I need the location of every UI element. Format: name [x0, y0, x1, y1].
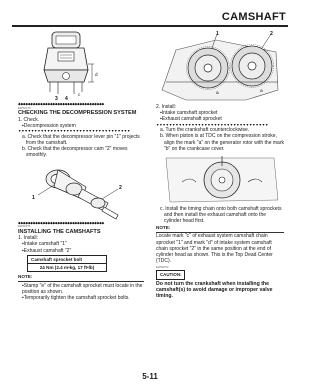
- sprocket-figure: [156, 30, 284, 104]
- caution-label: CAUTION:: [156, 270, 185, 279]
- page-number: 5-11: [142, 372, 158, 381]
- fig1-label-c: c: [78, 92, 81, 97]
- step-text: 1. Install:: [18, 235, 39, 242]
- bullet-item: [18, 283, 144, 295]
- fig2-label-1: 1: [32, 194, 35, 201]
- separator-triangles: ▼▼▼▼▼▼▼▼▼▼▼▼▼▼▼▼▼▼▼▼▼▼▼▼▼▼▼▼▼▼▼▼▼▼▼: [18, 129, 131, 134]
- fig1-label-4: 4: [65, 96, 68, 102]
- caution-text: Do not turn the crankshaft when installing the camshaft(s) to avoid damage or improper valve timing.: [156, 280, 273, 300]
- bullet-text: Intake camshaft sprocket: [161, 110, 218, 117]
- rotor-figure: [156, 152, 284, 206]
- bullet-icon: ▪: [22, 294, 24, 301]
- sprocket-label-a-left: a: [216, 91, 219, 96]
- decompression-figure: [18, 30, 144, 102]
- left-column: [18, 30, 144, 301]
- bullet-text: Intake camshaft "1": [23, 241, 67, 248]
- camshaft-illustration: [18, 159, 144, 221]
- bullet-text: Temporarily tighten the camshaft sprocket bolts.: [23, 294, 130, 301]
- bullet-item: [18, 248, 144, 254]
- right-column: [156, 30, 284, 299]
- note-label: NOTE:: [18, 273, 33, 279]
- step-text: b. When piston is at TDC on the compression stroke, align the mark "a" on the generator rotor with the mark "b" on the crankcase cover.: [160, 133, 284, 152]
- bullet-item: [18, 295, 144, 301]
- bullet-text: Exhaust camshaft "2": [23, 247, 72, 254]
- fig1-label-d: d: [95, 72, 98, 77]
- step-text: 2. Install:: [156, 104, 177, 110]
- separator-stars: ◆◆◆◆◆◆◆◆◆◆◆◆◆◆◆◆◆◆◆◆◆◆◆◆◆◆◆◆◆◆◆◆◆◆◆: [18, 220, 105, 225]
- header-rule: [12, 25, 288, 27]
- torque-spec-box: [27, 255, 107, 272]
- bullet-icon: ▪: [22, 247, 24, 254]
- step-text: 1. Check.: [18, 116, 40, 123]
- note-rule: [156, 232, 284, 233]
- bullet-icon: ▪: [160, 116, 162, 123]
- separator-stars: ◆◆◆◆◆◆◆◆◆◆◆◆◆◆◆◆◆◆◆◆◆◆◆◆◆◆◆◆◆◆◆◆◆◆◆: [18, 102, 105, 106]
- note-label: NOTE:: [156, 224, 171, 230]
- sprocket-label-2: 2: [270, 31, 273, 37]
- decompression-illustration: [18, 30, 144, 102]
- sprocket-label-1: 1: [216, 31, 219, 37]
- camshaft-figure: [18, 159, 144, 221]
- rotor-illustration: [156, 152, 284, 206]
- bullet-icon: ▪: [22, 241, 24, 248]
- bullet-text: Decompression system: [23, 122, 76, 129]
- step-text: b. Check that the decompressor cam "2" moves smoothly.: [22, 146, 128, 159]
- bullet-icon: ▪: [160, 110, 162, 117]
- bullet-icon: ▪: [22, 282, 24, 289]
- section-code: EWS0371: [18, 224, 31, 229]
- separator-triangles: ▼▼▼▼▼▼▼▼▼▼▼▼▼▼▼▼▼▼▼▼▼▼▼▼▼▼▼▼▼▼▼▼▼▼▼: [156, 122, 269, 127]
- sprocket-label-a-right: a: [260, 89, 263, 94]
- fig2-label-2: 2: [119, 184, 122, 191]
- section-code: EWS0372: [156, 264, 169, 269]
- section-code: EWS0370: [18, 105, 31, 110]
- bullet-text: Exhaust camshaft sprocket: [161, 116, 222, 123]
- step-text: c. Install the timing chain onto both camshaft sprockets and then install the exhaust camshaft onto the cylinder head first.: [160, 206, 282, 225]
- note-text: Locate mark "c" of exhaust system camshaft chain sprocket "1" and mark "d" of intake system camshaft chain sprocket "2" in the same position at the end of cylinder head as shown. This is the Top Dead Center (TDC).: [156, 233, 273, 265]
- fig1-label-3: 3: [55, 96, 58, 102]
- sprocket-illustration: [156, 30, 284, 104]
- note-rule: [18, 281, 144, 282]
- step-text: a. Check that the decompressor lever pin "1" projects from the camshaft.: [22, 133, 140, 146]
- page-title: CAMSHAFT: [221, 11, 286, 23]
- section-heading-decompression: CHECKING THE DECOMPRESSION SYSTEM: [18, 110, 137, 117]
- spec-value: 24 Nm (2.4 m•kg, 17 ft•lb): [39, 264, 95, 270]
- bullet-text: Stamp "e" of the camshaft sprocket must locate in the position as shown.: [22, 282, 143, 295]
- section-heading-installing: INSTALLING THE CAMSHAFTS: [18, 228, 101, 235]
- step-text: a. Turn the crankshaft counterclockwise.: [160, 127, 250, 134]
- bullet-icon: ▪: [22, 122, 24, 129]
- spec-title: Camshaft sprocket bolt: [28, 256, 106, 264]
